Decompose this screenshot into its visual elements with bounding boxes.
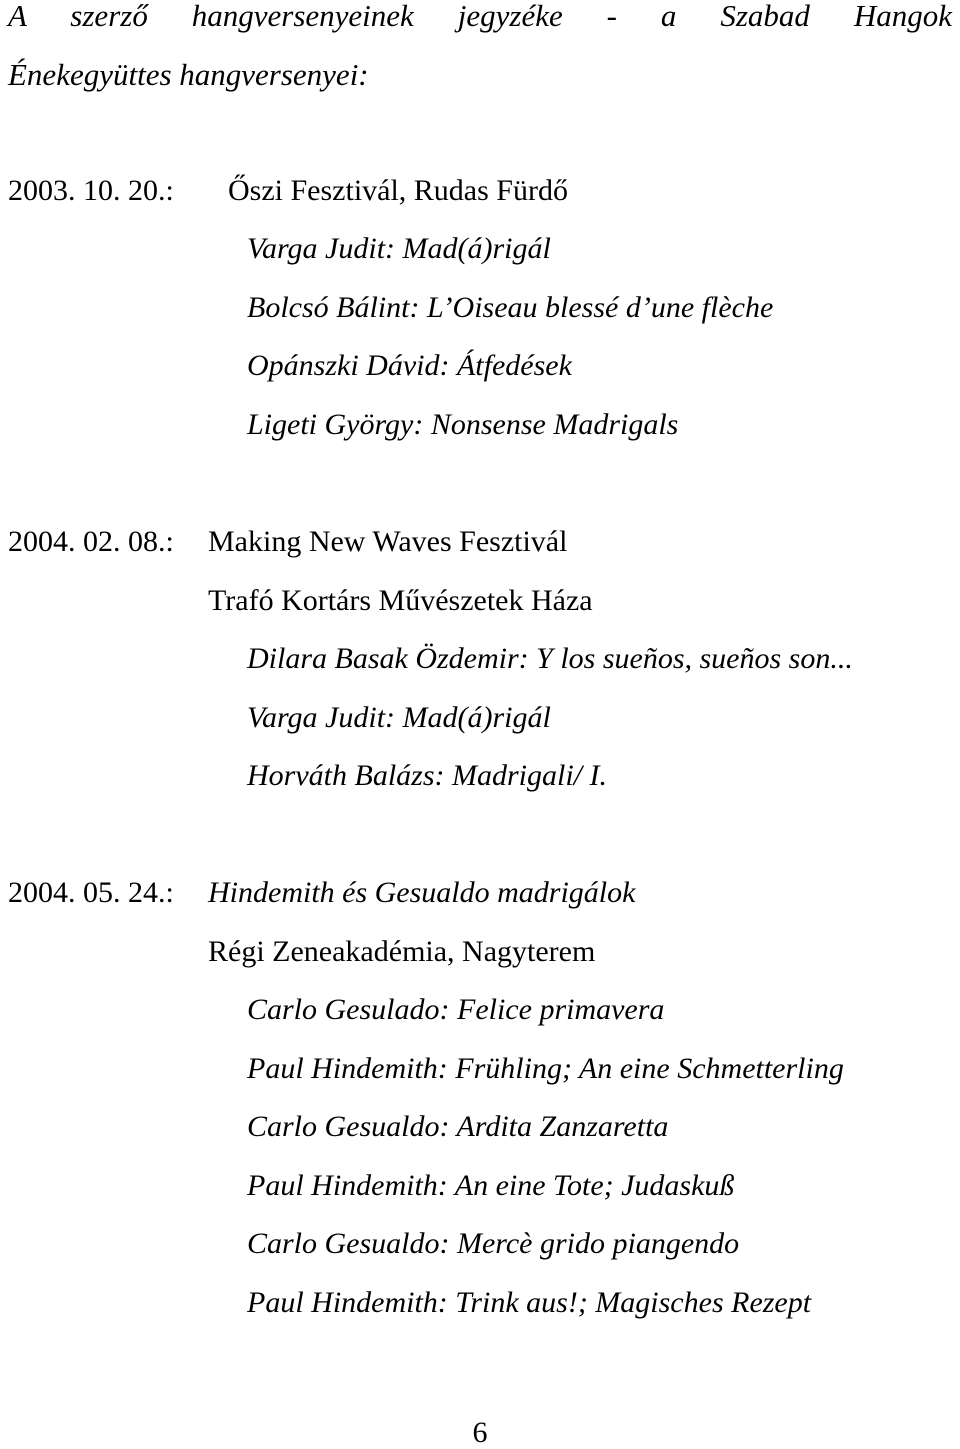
concert-event: Making New Waves Fesztivál	[208, 525, 568, 558]
concert-work: Paul Hindemith: An eine Tote; Judaskuß	[247, 1169, 735, 1202]
concert-work: Carlo Gesualdo: Ardita Zanzaretta	[247, 1110, 669, 1143]
concert-venue: Trafó Kortárs Művészetek Háza	[208, 584, 593, 617]
concert-work: Carlo Gesulado: Felice primavera	[247, 993, 665, 1026]
concert-work: Paul Hindemith: Frühling; An eine Schmetterling	[247, 1052, 844, 1085]
concert-venue: Régi Zeneakadémia, Nagyterem	[208, 935, 596, 968]
concert-work: Ligeti György: Nonsense Madrigals	[247, 408, 679, 441]
concert-event: Őszi Fesztivál, Rudas Fürdő	[228, 174, 568, 207]
concert-work: Varga Judit: Mad(á)rigál	[247, 701, 551, 734]
concert-work: Opánszki Dávid: Átfedések	[247, 349, 572, 382]
concert-event: Hindemith és Gesualdo madrigálok	[208, 876, 636, 909]
concert-date: 2003. 10. 20.:	[8, 174, 174, 207]
concert-date: 2004. 02. 08.:	[8, 525, 174, 558]
concert-work: Horváth Balázs: Madrigali/ I.	[247, 759, 607, 792]
concert-work: Paul Hindemith: Trink aus!; Magisches Rezept	[247, 1286, 812, 1319]
concert-work: Bolcsó Bálint: L’Oiseau blessé d’une flèche	[247, 291, 774, 324]
concert-date: 2004. 05. 24.:	[8, 876, 174, 909]
document-heading-line-2: Énekegyüttes hangversenyei:	[8, 57, 369, 92]
concert-work: Varga Judit: Mad(á)rigál	[247, 232, 551, 265]
page-number: 6	[472, 1416, 488, 1449]
concert-work: Carlo Gesualdo: Mercè grido piangendo	[247, 1227, 740, 1260]
document-heading-line-1: A szerző hangversenyeinek jegyzéke - a Szabad Hangok	[8, 0, 952, 33]
concert-work: Dilara Basak Özdemir: Y los sueños, sueños son...	[247, 642, 853, 675]
